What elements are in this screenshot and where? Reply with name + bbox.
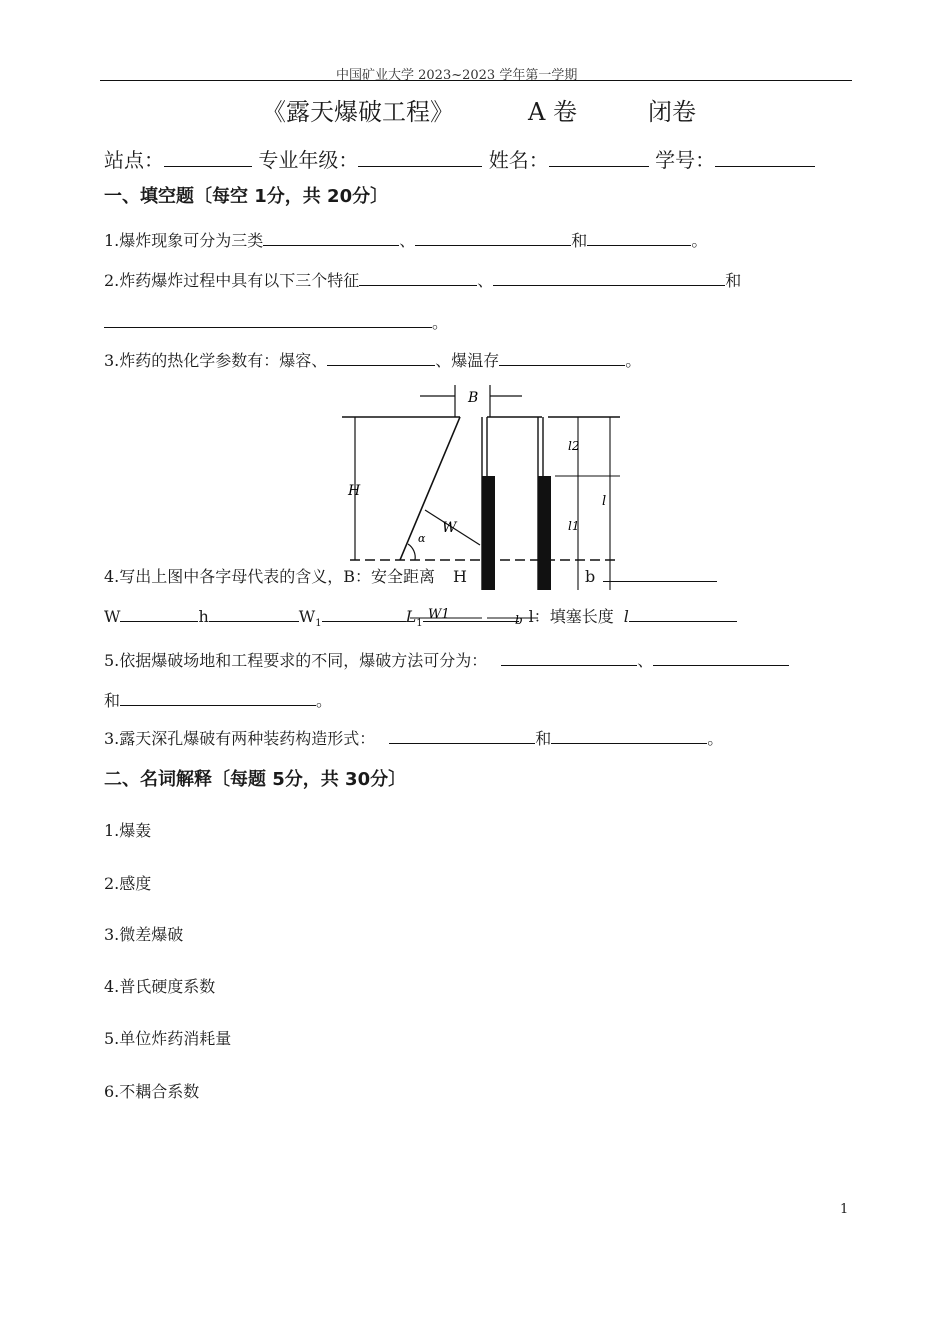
exam-mode: 闭卷 (648, 98, 696, 126)
q5-text: 5.依据爆破场地和工程要求的不同，爆破方法可分为： (104, 651, 488, 670)
term-item: 2.感度 (104, 874, 152, 893)
paper-type: A 卷 (528, 98, 577, 126)
fig-label-l1: l1 (568, 519, 580, 533)
major-blank[interactable] (358, 145, 482, 167)
q4-W1: W (298, 607, 316, 626)
q6-sep1: 和 (535, 729, 552, 748)
q5-blank-2[interactable] (653, 648, 789, 666)
question-6 (104, 726, 723, 749)
term-item: 5.单位炸药消耗量 (104, 1029, 232, 1048)
fig-label-B: B (468, 390, 479, 406)
header-rule (100, 80, 852, 81)
question-1 (104, 228, 707, 251)
q2-blank-1[interactable] (359, 268, 477, 286)
q1-sep2: 和 (571, 231, 588, 250)
q4-b-blank[interactable] (603, 564, 717, 582)
q4-l-blank[interactable] (629, 604, 737, 622)
question-4 (104, 564, 717, 587)
alpha-arc (408, 544, 415, 560)
id-blank[interactable] (715, 145, 815, 167)
term-item: 6.不耦合系数 (104, 1082, 200, 1101)
section2-heading: 二、名词解释〔每题 5分，共 30分〕 (104, 769, 407, 790)
station-label: 站点： (104, 148, 164, 172)
q4-L1: L (405, 607, 417, 626)
q2-sep1: 、 (477, 271, 494, 290)
slope-face (400, 417, 460, 560)
q3-blank-1[interactable] (327, 348, 435, 366)
q4-h: h (198, 607, 209, 626)
q6-blank-2[interactable] (551, 726, 707, 744)
q5-end: 。 (316, 691, 333, 710)
fig-label-W: W (442, 520, 457, 536)
bench-blasting-diagram (330, 380, 630, 630)
name-blank[interactable] (549, 145, 649, 167)
q4-W1-sub: 1 (315, 618, 322, 630)
q1-text: 1.爆炸现象可分为三类 (104, 231, 264, 250)
question-5-line2 (104, 688, 332, 711)
q1-blank-1[interactable] (263, 228, 399, 246)
q4-W: W (104, 607, 121, 626)
q4-L1-blank[interactable] (423, 604, 519, 622)
station-blank[interactable] (164, 145, 252, 167)
page-number: 1 (840, 1202, 849, 1217)
question-4-line2 (104, 604, 737, 629)
q2-end: 。 (432, 313, 449, 332)
q2-blank-3[interactable] (104, 310, 432, 328)
q6-end: 。 (707, 729, 724, 748)
id-label: 学号： (655, 148, 716, 172)
term-item: 1.爆轰 (104, 821, 152, 840)
q5-and: 和 (104, 691, 121, 710)
q6-text: 3.露天深孔爆破有两种装药构造形式： (104, 729, 376, 748)
q1-blank-2[interactable] (415, 228, 571, 246)
q5-blank-1[interactable] (501, 648, 637, 666)
q2-text: 2.炸药爆炸过程中具有以下三个特征 (104, 271, 360, 290)
q1-blank-3[interactable] (587, 228, 691, 246)
question-5 (104, 648, 789, 671)
q5-blank-3[interactable] (120, 688, 316, 706)
question-3 (104, 348, 641, 371)
q4-l-tail: l (623, 607, 629, 626)
name-label: 姓名： (488, 148, 549, 172)
page-header: 中国矿业大学 2023~2023 学年第一学期 (336, 68, 578, 83)
q1-sep1: 、 (399, 231, 416, 250)
term-item: 4.普氏硬度系数 (104, 977, 216, 996)
q4-l-label: l：填塞长度 (528, 607, 614, 626)
student-info-line (104, 144, 815, 173)
fig-label-W1: W1 (428, 607, 450, 622)
q4-b: b (584, 567, 596, 586)
q2-sep2: 和 (725, 271, 742, 290)
q3-sep1: 、爆温存 (435, 351, 500, 370)
q3-blank-2[interactable] (499, 348, 625, 366)
q3-end: 。 (625, 351, 642, 370)
course-title: 《露天爆破工程》 (262, 98, 454, 126)
section1-heading: 一、填空题〔每空 1分，共 20分〕 (104, 186, 389, 207)
q3-text: 3.炸药的热化学参数有：爆容、 (104, 351, 328, 370)
q2-blank-2[interactable] (493, 268, 725, 286)
q4-H: H (453, 567, 467, 586)
q1-end: 。 (691, 231, 708, 250)
question-2 (104, 268, 741, 291)
q4-L1-sub: 1 (416, 618, 423, 630)
q4-W1-blank[interactable] (322, 604, 406, 622)
question-2-line2 (104, 310, 448, 333)
q4-text: 4.写出上图中各字母代表的含义，B：安全距离 (104, 567, 436, 586)
q5-sep1: 、 (637, 651, 654, 670)
q4-h-blank[interactable] (209, 604, 299, 622)
fig-label-l: l (602, 494, 607, 509)
term-item: 3.微差爆破 (104, 925, 184, 944)
fig-label-b: b (515, 613, 523, 627)
fig-label-l2: l2 (568, 439, 580, 453)
major-label: 专业年级： (258, 148, 359, 172)
q4-W-blank[interactable] (120, 604, 198, 622)
fig-label-H: H (348, 483, 361, 499)
q6-blank-1[interactable] (389, 726, 535, 744)
fig-label-alpha: α (418, 532, 426, 545)
